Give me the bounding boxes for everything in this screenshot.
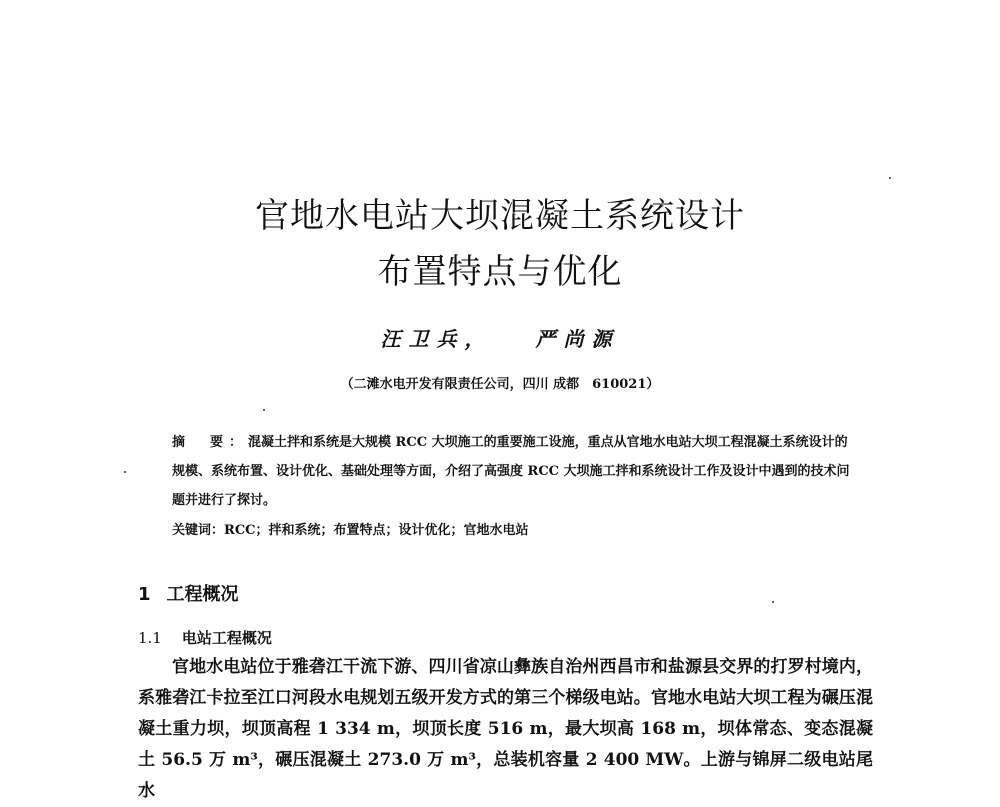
affiliation: （二滩水电开发有限责任公司，四川 成都 610021） (340, 377, 660, 392)
keywords-text: RCC；拌和系统；布置特点；设计优化；官地水电站 (224, 523, 529, 538)
scan-speck (263, 409, 265, 411)
body-paragraph: 官地水电站位于雅砻江干流下游、四川省凉山彝族自治州西昌市和盐源县交界的打罗村境内，系雅砻江卡拉至江口河段水电规划五级开发方式的第三个梯级电站。官地水电站大坝工程为碾压混凝土重力坝，坝顶高程 1 334 m，坝顶长度 516 m，最大坝高 168 m，坝体常态、变态混凝土 56.5 万 m³，碾压混凝土 273.0 万 m³，总装机容量 2 400 MW。上游与锦屏二级电站尾水 (138, 657, 873, 801)
section-title: 工程概况 (166, 584, 239, 605)
paper-title-line2: 布置特点与优化 (377, 252, 623, 292)
keywords-label: 关键词： (172, 523, 225, 538)
keywords (172, 519, 852, 538)
scan-speck (124, 471, 126, 473)
author-1: 汪卫兵， (380, 327, 493, 351)
subsection-title: 电站工程概况 (181, 629, 272, 647)
section-number: 1 (138, 584, 151, 605)
abstract-label: 摘 要： (172, 435, 249, 450)
abstract (172, 428, 852, 515)
author-2: 严尚源 (535, 327, 620, 351)
abstract-text: 混凝土拌和系统是大规模 RCC 大坝施工的重要施工设施，重点从官地水电站大坝工程混凝土系统设计的规模、系统布置、设计优化、基础处理等方面，介绍了高强度 RCC 大坝施工拌和系统设计工作及设计中遇到的技术问题并进行了探讨。 (172, 435, 850, 508)
scan-speck (772, 601, 774, 603)
subsection-number: 1.1 (138, 629, 162, 647)
body-text (138, 652, 873, 807)
subsection-heading-1-1 (138, 627, 272, 648)
authors (0, 323, 1000, 352)
scan-speck (889, 177, 891, 179)
paper-title-line1: 官地水电站大坝混凝土系统设计 (255, 196, 745, 236)
section-heading-1 (138, 580, 239, 606)
